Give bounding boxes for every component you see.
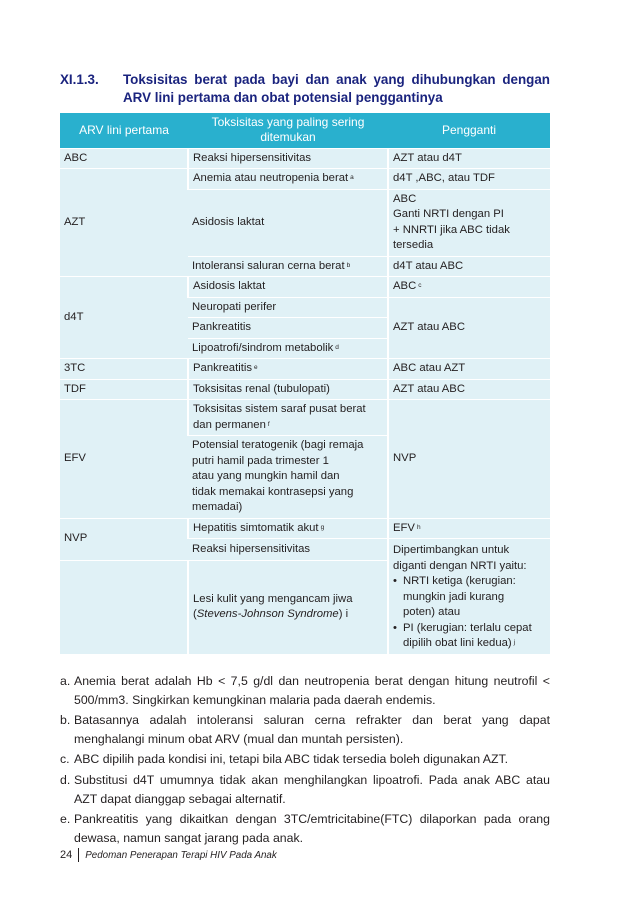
cell-substitute: AZT atau ABC (388, 297, 550, 359)
cell-substitute: d4T ,ABC, atau TDF (388, 169, 550, 190)
cell-substitute: ABC atau AZT (388, 359, 550, 380)
footnote-a: a. Anemia berat adalah Hb < 7,5 g/dl dan neutropenia berat dengan hitung neutrofil < 500/mm3. Singkirkan kemungkinan malaria pada daerah endemis. (60, 674, 550, 707)
cell-toxicity: Reaksi hipersensitivitas (188, 539, 388, 561)
footnote-b: b. Batasannya adalah intoleransi saluran cerna refrakter dan berat yang dapat menghalangi minum obat ARV (mual dan muntah persisten). (60, 713, 550, 746)
cell-substitute: AZT atau d4T (388, 148, 550, 169)
section-title: Toksisitas berat pada bayi dan anak yang dihubungkan dengan ARV lini pertama dan obat potensial penggantinya (123, 72, 550, 105)
table-row (60, 277, 550, 298)
table-row (60, 169, 550, 190)
cell-toxicity: Toksisitas sistem saraf pusat berat dan permanen $^f$ (188, 400, 388, 436)
section-heading (60, 71, 550, 107)
page-footer (60, 848, 277, 862)
cell-toxicity: Hepatitis simtomatik akut $^g$ (188, 518, 388, 539)
table-header-row (60, 113, 550, 148)
cell-arv: ABC (60, 148, 188, 169)
footnote-c: c. ABC dipilih pada kondisi ini, tetapi bila ABC tidak tersedia boleh digunakan AZT. (60, 752, 509, 767)
cell-toxicity: Pankreatitis (188, 318, 388, 339)
book-title: Pedoman Penerapan Terapi HIV Pada Anak (85, 849, 277, 861)
list-item: • NRTI ketiga (kerugian: mungkin jadi kurang poten) atau (393, 574, 546, 621)
cell-substitute: EFV $^h$ (388, 518, 550, 539)
list-item: • PI (kerugian: terlalu cepat dipilih obat lini kedua) $^j$ (393, 621, 546, 652)
section-number: XI.1.3. (60, 72, 99, 87)
cell-toxicity: Neuropati perifer (188, 297, 388, 318)
cell-toxicity: Lipoatrofi/sindrom metabolik $^d$ (188, 338, 388, 359)
cell-toxicity: Toksisitas renal (tubulopati) (188, 379, 388, 400)
cell-arv: NVP (60, 518, 188, 560)
cell-toxicity: Pankreatitis $^e$ (188, 359, 388, 380)
cell-arv-empty (60, 560, 188, 654)
table-row (60, 379, 550, 400)
cell-substitute: NVP (388, 400, 550, 519)
cell-arv: d4T (60, 277, 188, 359)
cell-substitute: d4T atau ABC (388, 256, 550, 277)
cell-arv: EFV (60, 400, 188, 519)
toxicity-table (60, 113, 550, 655)
footnotes (60, 672, 550, 849)
cell-toxicity: Intoleransi saluran cerna berat $^b$ (188, 256, 388, 277)
header-substitute: Pengganti (388, 113, 550, 148)
cell-substitute: ABC $^c$ (388, 277, 550, 298)
cell-toxicity: Reaksi hipersensitivitas (188, 148, 388, 169)
cell-toxicity: Potensial teratogenik (bagi remaja putri hamil pada trimester 1 atau yang mungkin hamil dan tidak memakai kontrasepsi yang memadai) (188, 436, 388, 519)
cell-arv: TDF (60, 379, 188, 400)
cell-arv: AZT (60, 169, 188, 277)
header-arv: ARV lini pertama (60, 113, 188, 148)
cell-substitute: ABC Ganti NRTI dengan PI + NNRTI jika ABC tidak tersedia (388, 189, 550, 256)
footnote-e: e. Pankreatitis yang dikaitkan dengan 3TC/emtricitabine(FTC) dilaporkan pada orang dewasa, namun sangat jarang pada anak. (60, 812, 550, 845)
cell-toxicity: Lesi kulit yang mengancam jiwa (Stevens-Johnson Syndrome) i (188, 560, 388, 654)
table-row (60, 518, 550, 539)
substitute-options-list (393, 574, 546, 652)
table-row (60, 148, 550, 169)
page-number: 24 (60, 848, 79, 862)
footnote-d: d. Substitusi d4T umumnya tidak akan menghilangkan lipoatrofi. Pada anak ABC atau AZT dapat dianggap sebagai alternatif. (60, 772, 550, 806)
table-row (60, 359, 550, 380)
cell-toxicity: Asidosis laktat (188, 189, 388, 256)
cell-toxicity: Anemia atau neutropenia berat $^a$ (188, 169, 388, 190)
table-row (60, 400, 550, 436)
header-toxicity: Toksisitas yang paling sering ditemukan (188, 113, 388, 148)
cell-substitute: Dipertimbangkan untuk diganti dengan NRTI yaitu: • NRTI ketiga (kerugian: mungkin jadi kurang poten) atau • PI (kerugian: terlalu cepat dipilih obat lini kedua) $^j$ (388, 539, 550, 655)
cell-arv: 3TC (60, 359, 188, 380)
cell-substitute: AZT atau ABC (388, 379, 550, 400)
cell-toxicity: Asidosis laktat (188, 277, 388, 298)
